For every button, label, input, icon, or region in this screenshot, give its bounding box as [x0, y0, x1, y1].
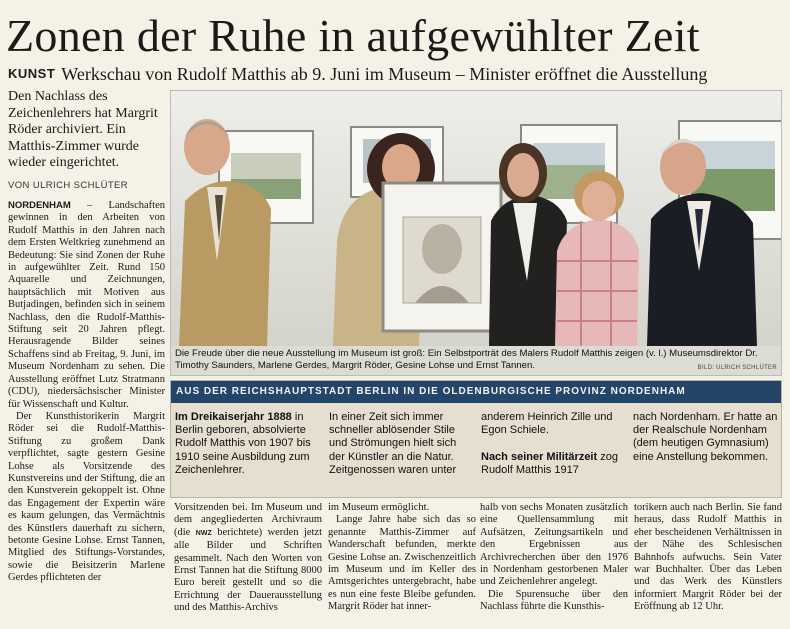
nwz-logo: NWZ — [195, 529, 212, 537]
article-column: Vorsitzenden bei. Im Museum und dem angegliederten Archivraum (die NWZ berichtete) werden jetzt alle Bilder und Schriften gesammelt. Nach den Worten von Ernst Tannen hat die Stiftung 8000 Euro bereit gestellt und so die Errichtung der Dauerausstellung und des Matthis-Archivs — [174, 502, 323, 614]
infobox-column: In einer Zeit sich immer schneller ablösender Stile und Strömungen hielt sich der Künstler an die Natur. Zeitgenossen waren unter — [329, 411, 457, 476]
photo-caption: Die Freude über die neue Ausstellung im Museum ist groß: Ein Selbstporträt des Malers Rudolf Matthis zeigen (v. l.) Museumsdirektor Dr. Timothy Saunders, Marlene Gerdes, Margrit Röder, Gesine Lohse und Ernst Tannen. — [175, 348, 758, 371]
article-paragraph: NORDENHAM – Landschaften gewinnen in den Arbeiten von Rudolf Matthis in den Jahren nach dem Ersten Weltkrieg zunehmend an Bedeutung: Sie sind Zonen der Ruhe in aufgewühlter Zeit. Rund 150 Aquarelle und Zeichnungen, hauptsächlich mit Motiven aus Butjadingen, befinden sich in seinem Nachlass, den die Rudolf-Matthis-Stiftung seit 20 Jahren pflegt. Herausragende Bilder seines Schaffens sind ab Freitag, 9. Juni, im Museum Nordenham zu sehen. Die Ausstellung eröffnet Lutz Stratmann (CDU), niedersächsischer Minister für Wissenschaft und Kultur. — [8, 200, 165, 410]
article-column: halb von sechs Monaten zusätzlich eine Quellensammlung mit Aufsätzen, Zeitungsartikeln und den Ergebnissen aus Archivrecherchen über den 1976 in Nordenham gestorbenen Maler und Zeichenlehrer angelegt. Die Spurensuche über den Nachlass führte die Kunsthis- — [480, 502, 628, 613]
subheadline-text: Werkschau von Rudolf Matthis ab 9. Juni im Museum – Minister eröffnet die Ausstellung — [61, 64, 708, 84]
photo-credit: BILD: ULRICH SCHLÜTER — [697, 365, 777, 371]
infobox-column: nach Nordenham. Er hatte an der Realschule Nordenham (dem heutigen Gymnasium) eine Anstellung bekommen. — [633, 411, 778, 463]
byline: VON ULRICH SCHLÜTER — [8, 180, 129, 191]
subheadline — [8, 63, 788, 85]
article-column-left — [8, 200, 165, 585]
article-column: im Museum ermöglicht. Lange Jahre habe sich das so genannte Matthis-Zimmer auf Wanderschaft befunden, merkte Gesine Lohse an. Zwischenzeitlich im Museum und im Keller des Amtsgerichtes untergebracht, habe es nun eine feste Bleibe gefunden. Margrit Röder hat inner- — [328, 502, 476, 613]
infobox-title: AUS DER REICHSHAUPTSTADT BERLIN IN DIE OLDENBURGISCHE PROVINZ NORDENHAM — [171, 381, 781, 403]
framed-self-portrait — [383, 183, 501, 331]
headline: Zonen der Ruhe in aufgewühlter Zeit — [6, 10, 700, 61]
section-kicker: KUNST — [8, 66, 56, 81]
article-paragraph: Der Kunsthistorikerin Margrit Röder sei die Rudolf-Matthis-Stiftung zu großem Dank verpflichtet, sagte gestern Gesine Lohse als Vorsitzende des Kunstvereins und der Stiftung, die an den Kunstverein gekoppelt ist. Ohne das Engagement der Expertin wäre es kaum gelungen, das Vermächtnis des Künstlers dauerhaft zu sichern, betonte Gesine Lohse. Ernst Tannen, Mitglied des Stiftungs-Vorstandes, sowie die Beisitzerin Marlene Gerdes pflichteten der — [8, 410, 165, 584]
biography-infobox — [170, 380, 782, 498]
group-photo — [171, 91, 782, 346]
infobox-column: anderem Heinrich Zille und Egon Schiele. Nach seiner Militärzeit zog Rudolf Matthis 1917 — [481, 411, 618, 476]
photo-block — [170, 90, 782, 376]
infobox-column: Im Dreikaiserjahr 1888 in Berlin geboren, absolvierte Rudolf Matthis von 1907 bis 1910 seine Ausbildung zum Zeichenlehrer. — [175, 411, 311, 476]
article-intro: Den Nachlass des Zeichenlehrers hat Margrit Röder archiviert. Ein Matthis-Zimmer wurde wieder eingerichtet. — [8, 89, 158, 170]
article-column: torikern auch nach Berlin. Sie fand heraus, dass Rudolf Matthis in eher bescheidenen Verhältnissen in der Nähe des Schlesischen Bahnhofs aufwuchs. Sein Vater war Buchhalter. Über das Leben und das Werk des Künstlers informiert Margrit Röder bei der Eröffnung ab 12 Uhr. — [634, 502, 782, 613]
dateline: NORDENHAM — [8, 200, 71, 211]
